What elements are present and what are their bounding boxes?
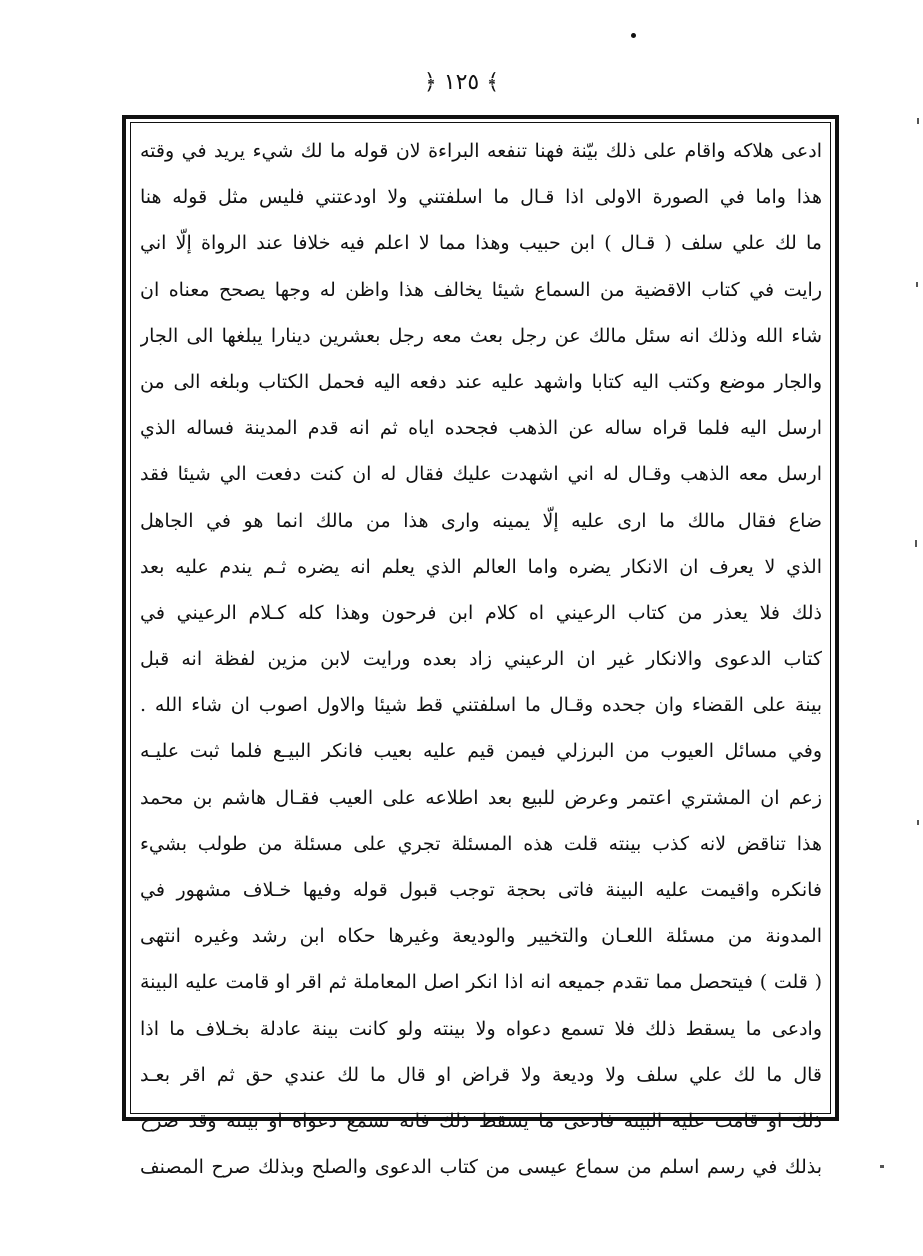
- scan-speck: [917, 820, 919, 825]
- text-line: ( قلت ) فيتحصل مما تقدم جميعه انه اذا انكر اصل المعاملة ثم اقر او قامت عليه البينة: [140, 971, 822, 994]
- text-line: هذا تناقض لانه كذب بينته قلت هذه المسئلة تجري على مسئلة من طولب بشيء: [140, 832, 822, 855]
- text-line: بذلك في رسم اسلم من سماع عيسى من كتاب الدعوى والصلح وبذلك صرح المصنف: [140, 1156, 822, 1179]
- body-text: [140, 128, 822, 1190]
- text-line: شاء الله وذلك انه سئل مالك عن رجل بعث معه رجل بعشرين دينارا يبلغها الى الجار: [140, 324, 822, 347]
- text-line: هذا واما في الصورة الاولى اذا قـال ما اسلفتني ولا اودعتني فليس مثل قوله هنا: [140, 186, 822, 209]
- scan-speck: [916, 282, 918, 287]
- text-line: فانكره واقيمت عليه البينة فاتى بحجة توجب قبول قوله وفيها خـلاف مشهور في: [140, 879, 822, 901]
- scan-speck: [880, 1165, 884, 1168]
- text-line: ذلك او قامت عليه البينة فادعى ما يسقط ذلك فانه تسمع دعواه او بينته وقد صرح: [140, 1109, 822, 1132]
- scan-speck: [917, 118, 919, 124]
- text-line: والجار موضع وكتب اليه كتابا واشهد عليه عند دفعه اليه فحمل الكتاب وبلغه الى من: [140, 370, 822, 393]
- text-line: وفي مسائل العيوب من البرزلي فيمن قيم عليه بعيب فانكر البيـع فلما ثبت عليـه: [140, 740, 822, 763]
- text-line: ما لك علي سلف ( قـال ) ابن حبيب وهذا مما لا اعلم فيه خلافا عند الرواة إلّا اني: [140, 232, 822, 255]
- text-line: قال ما لك علي سلف ولا وديعة ولا قراض او قال ما لك عندي حق ثم اقر بعـد: [140, 1063, 822, 1086]
- scan-speck: [915, 540, 917, 547]
- text-line: كتاب الدعوى والانكار غير ان الرعيني زاد بعده ورايت لابن مزين لفظة انه قبل: [140, 648, 822, 671]
- text-line: رايت في كتاب الاقضية من السماع شيئا يخالف هذا واظن له وجها يصحح معناه ان: [140, 278, 822, 301]
- text-line: ارسل معه الذهب وقـال له اني اشهدت عليك فقال له ان كنت دفعت الي شيئا فقد: [140, 463, 822, 486]
- ink-dot: [631, 33, 636, 38]
- text-line: ضاع فقال مالك ما ارى عليه إلّا يمينه وارى هذا من مالك انما هو في الجاهل: [140, 509, 822, 532]
- text-line: زعم ان المشتري اعتمر وعرض للبيع بعد اطلاعه على العيب فقـال هاشم بن محمد: [140, 786, 822, 809]
- text-line: ذلك فلا يعذر من كتاب الرعيني اه كلام ابن فرحون وهذا كله كـلام الرعيني في: [140, 601, 822, 624]
- text-line: وادعى ما يسقط ذلك فلا تسمع دعواه ولا بينته ولو كانت بينة عادلة بخـلاف ما اذا: [140, 1017, 822, 1040]
- text-line: ادعى هلاكه واقام على ذلك بيّنة فهنا تنفعه البراءة لان قوله ما لك شيء يريد في وقته: [140, 140, 822, 162]
- page-number: ﴾ ١٢٥ ﴿: [423, 70, 500, 95]
- text-line: المدونة من مسئلة اللعـان والتخيير والوديعة وغيرها حكاه ابن رشد وغيره انتهى: [140, 925, 822, 948]
- text-line: ارسل اليه فلما قراه ساله عن الذهب فجحده اياه ثم انه قدم المدينة فساله الذي: [140, 417, 822, 440]
- text-line: الذي لا يعرف ان الانكار يضره واما العالم الذي يعلم انه يضره ثـم يندم عليه بعد: [140, 555, 822, 578]
- text-line: بينة على القضاء وان جحده وقـال ما اسلفتني قط شيئا والاول اصوب ان شاء الله .: [140, 694, 822, 717]
